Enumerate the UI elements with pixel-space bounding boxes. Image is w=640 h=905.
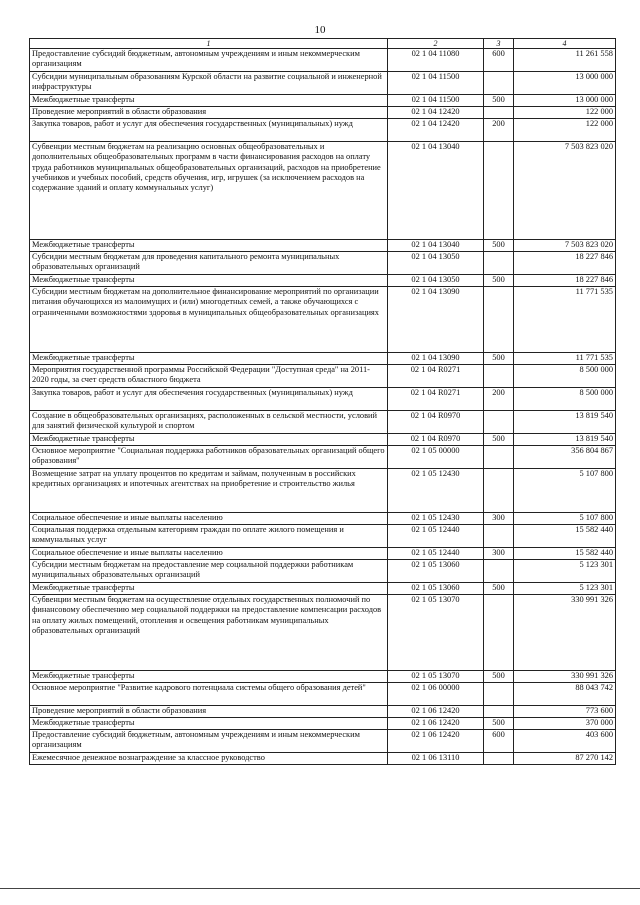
table-row (30, 388, 616, 411)
table-row (30, 525, 616, 548)
table-header-row (30, 39, 616, 49)
row-name-cell: Межбюджетные трансферты (30, 434, 388, 446)
row-name-cell: Ежемесячное денежное вознаграждение за классное руководство (30, 753, 388, 765)
row-name-cell: Закупка товаров, работ и услуг для обеспечения государственных (муниципальных) нужд (30, 388, 388, 411)
row-amount-cell: 370 000 (514, 718, 616, 730)
row-code-cell: 02 1 04 13090 (388, 353, 484, 365)
row-name-cell: Социальная поддержка отдельным категориям граждан по оплате жилого помещения и коммунальных услуг (30, 525, 388, 548)
row-code-cell: 02 1 04 11500 (388, 72, 484, 95)
row-expense-type-cell (484, 446, 514, 469)
row-amount-cell: 122 000 (514, 107, 616, 119)
row-code-cell: 02 1 04 R0271 (388, 365, 484, 388)
row-expense-type-cell (484, 72, 514, 95)
row-name-cell: Предоставление субсидий бюджетным, автономным учреждениям и иным некоммерческим организациям (30, 49, 388, 72)
row-code-cell: 02 1 04 R0271 (388, 388, 484, 411)
row-name-cell: Межбюджетные трансферты (30, 353, 388, 365)
row-code-cell: 02 1 05 13070 (388, 671, 484, 683)
row-name-cell: Основное мероприятие "Социальная поддержка работников образовательных организаций общего образования" (30, 446, 388, 469)
row-amount-cell: 11 771 535 (514, 287, 616, 353)
page-number: 10 (314, 24, 326, 36)
table-row (30, 95, 616, 107)
row-amount-cell: 13 819 540 (514, 434, 616, 446)
row-name-cell: Основное мероприятие "Развитие кадрового потенциала системы общего образования детей" (30, 683, 388, 706)
row-code-cell: 02 1 06 12420 (388, 730, 484, 753)
table-row (30, 142, 616, 240)
table-row (30, 683, 616, 706)
row-expense-type-cell: 500 (484, 240, 514, 252)
row-expense-type-cell: 200 (484, 388, 514, 411)
row-code-cell: 02 1 04 13050 (388, 275, 484, 287)
row-name-cell: Межбюджетные трансферты (30, 275, 388, 287)
row-amount-cell: 8 500 000 (514, 388, 616, 411)
row-expense-type-cell (484, 411, 514, 434)
row-amount-cell: 5 107 800 (514, 513, 616, 525)
table-row (30, 706, 616, 718)
row-expense-type-cell: 500 (484, 434, 514, 446)
header-col-code: 2 (388, 39, 484, 49)
row-name-cell: Возмещение затрат на уплату процентов по кредитам и займам, полученным в российских кредитных организациях и ипотечных агентствах на приобретение и строительство жилья (30, 469, 388, 513)
table-row (30, 560, 616, 583)
row-amount-cell: 356 804 867 (514, 446, 616, 469)
row-code-cell: 02 1 04 R0970 (388, 434, 484, 446)
row-expense-type-cell (484, 595, 514, 671)
row-expense-type-cell: 500 (484, 95, 514, 107)
row-code-cell: 02 1 04 11500 (388, 95, 484, 107)
row-expense-type-cell (484, 252, 514, 275)
row-amount-cell: 11 261 558 (514, 49, 616, 72)
row-name-cell: Закупка товаров, работ и услуг для обеспечения государственных (муниципальных) нужд (30, 119, 388, 142)
row-code-cell: 02 1 04 13090 (388, 287, 484, 353)
row-code-cell: 02 1 06 12420 (388, 718, 484, 730)
row-amount-cell: 773 600 (514, 706, 616, 718)
row-name-cell: Межбюджетные трансферты (30, 583, 388, 595)
row-name-cell: Межбюджетные трансферты (30, 95, 388, 107)
row-expense-type-cell: 500 (484, 353, 514, 365)
row-code-cell: 02 1 06 13110 (388, 753, 484, 765)
row-amount-cell: 8 500 000 (514, 365, 616, 388)
row-expense-type-cell (484, 469, 514, 513)
header-col-amount: 4 (514, 39, 616, 49)
row-expense-type-cell (484, 560, 514, 583)
row-code-cell: 02 1 04 12420 (388, 119, 484, 142)
row-name-cell: Субсидии местным бюджетам для проведения капитального ремонта муниципальных образовательных организаций (30, 252, 388, 275)
table-row (30, 583, 616, 595)
table-row (30, 240, 616, 252)
row-amount-cell: 5 107 800 (514, 469, 616, 513)
row-code-cell: 02 1 04 13040 (388, 142, 484, 240)
budget-table-wrapper (29, 38, 615, 765)
row-name-cell: Проведение мероприятий в области образования (30, 107, 388, 119)
table-row (30, 671, 616, 683)
table-row (30, 252, 616, 275)
row-amount-cell: 7 503 823 020 (514, 240, 616, 252)
table-row (30, 72, 616, 95)
table-row (30, 434, 616, 446)
row-amount-cell: 18 227 846 (514, 275, 616, 287)
row-expense-type-cell: 200 (484, 119, 514, 142)
row-expense-type-cell: 600 (484, 730, 514, 753)
row-amount-cell: 403 600 (514, 730, 616, 753)
row-expense-type-cell: 500 (484, 275, 514, 287)
row-amount-cell: 330 991 326 (514, 595, 616, 671)
row-amount-cell: 122 000 (514, 119, 616, 142)
table-row (30, 595, 616, 671)
row-name-cell: Субсидии муниципальным образованиям Курской области на развитие социальной и инженерной инфраструктуры (30, 72, 388, 95)
row-name-cell: Предоставление субсидий бюджетным, автономным учреждениям и иным некоммерческим организациям (30, 730, 388, 753)
row-expense-type-cell (484, 525, 514, 548)
row-code-cell: 02 1 04 R0970 (388, 411, 484, 434)
row-name-cell: Проведение мероприятий в области образования (30, 706, 388, 718)
table-row (30, 287, 616, 353)
row-expense-type-cell (484, 683, 514, 706)
table-row (30, 107, 616, 119)
row-name-cell: Субсидии местным бюджетам на дополнительное финансирование мероприятий по организации питания обучающихся из малоимущих и (или) многодетных семей, а также обучающихся с ограниченными возможностями здоровья в муниципальных общеобразовательных организациях (30, 287, 388, 353)
budget-table (29, 38, 616, 765)
row-code-cell: 02 1 05 12430 (388, 469, 484, 513)
row-name-cell: Мероприятия государственной программы Российской Федерации "Доступная среда" на 2011-2020 годы, за счет средств областного бюджета (30, 365, 388, 388)
row-name-cell: Субвенции местным бюджетам на реализацию основных общеобразовательных и дополнительных общеобразовательных программ в части финансирования расходов на оплату труда работников муниципальных общеобразовательных организаций, расходов на приобретение учебников и учебных пособий, средств обучения, игр, игрушек (за исключением расходов на содержание зданий и оплату коммунальных услуг) (30, 142, 388, 240)
row-amount-cell: 13 000 000 (514, 72, 616, 95)
row-expense-type-cell: 500 (484, 718, 514, 730)
row-name-cell: Межбюджетные трансферты (30, 671, 388, 683)
row-code-cell: 02 1 04 12420 (388, 107, 484, 119)
row-expense-type-cell: 500 (484, 671, 514, 683)
row-code-cell: 02 1 05 12440 (388, 548, 484, 560)
row-amount-cell: 88 043 742 (514, 683, 616, 706)
table-row (30, 469, 616, 513)
page-bottom-rule (0, 888, 640, 889)
table-row (30, 353, 616, 365)
table-body (30, 49, 616, 765)
row-expense-type-cell: 300 (484, 548, 514, 560)
row-name-cell: Социальное обеспечение и иные выплаты населению (30, 548, 388, 560)
table-row (30, 513, 616, 525)
row-code-cell: 02 1 05 13060 (388, 560, 484, 583)
row-code-cell: 02 1 05 13060 (388, 583, 484, 595)
row-amount-cell: 7 503 823 020 (514, 142, 616, 240)
row-amount-cell: 11 771 535 (514, 353, 616, 365)
row-expense-type-cell (484, 107, 514, 119)
row-code-cell: 02 1 06 12420 (388, 706, 484, 718)
row-code-cell: 02 1 04 13050 (388, 252, 484, 275)
row-name-cell: Субсидии местным бюджетам на предоставление мер социальной поддержки работникам муниципальных образовательных организаций (30, 560, 388, 583)
row-code-cell: 02 1 04 13040 (388, 240, 484, 252)
row-code-cell: 02 1 05 12440 (388, 525, 484, 548)
row-name-cell: Создание в общеобразовательных организациях, расположенных в сельской местности, условий для занятий физической культурой и спортом (30, 411, 388, 434)
table-row (30, 365, 616, 388)
row-amount-cell: 13 819 540 (514, 411, 616, 434)
row-amount-cell: 13 000 000 (514, 95, 616, 107)
row-amount-cell: 18 227 846 (514, 252, 616, 275)
header-col-name: 1 (30, 39, 388, 49)
table-row (30, 718, 616, 730)
row-amount-cell: 330 991 326 (514, 671, 616, 683)
table-row (30, 548, 616, 560)
row-amount-cell: 5 123 301 (514, 560, 616, 583)
row-amount-cell: 15 582 440 (514, 525, 616, 548)
row-amount-cell: 5 123 301 (514, 583, 616, 595)
table-row (30, 446, 616, 469)
row-name-cell: Межбюджетные трансферты (30, 240, 388, 252)
row-expense-type-cell: 600 (484, 49, 514, 72)
row-expense-type-cell (484, 706, 514, 718)
row-expense-type-cell (484, 365, 514, 388)
table-row (30, 49, 616, 72)
row-name-cell: Субвенции местным бюджетам на осуществление отдельных государственных полномочий по финансовому обеспечению мер социальной поддержки на предоставление компенсации расходов на оплату жилых помещений, отопления и освещения работникам муниципальных образовательных организаций (30, 595, 388, 671)
row-code-cell: 02 1 05 13070 (388, 595, 484, 671)
row-name-cell: Социальное обеспечение и иные выплаты населению (30, 513, 388, 525)
header-col-expense-type: 3 (484, 39, 514, 49)
row-expense-type-cell (484, 142, 514, 240)
row-expense-type-cell: 500 (484, 583, 514, 595)
row-amount-cell: 87 270 142 (514, 753, 616, 765)
table-row (30, 411, 616, 434)
table-row (30, 730, 616, 753)
row-expense-type-cell (484, 753, 514, 765)
row-code-cell: 02 1 06 00000 (388, 683, 484, 706)
row-expense-type-cell (484, 287, 514, 353)
table-row (30, 119, 616, 142)
row-code-cell: 02 1 05 00000 (388, 446, 484, 469)
table-row (30, 275, 616, 287)
table-row (30, 753, 616, 765)
row-code-cell: 02 1 05 12430 (388, 513, 484, 525)
row-name-cell: Межбюджетные трансферты (30, 718, 388, 730)
row-expense-type-cell: 300 (484, 513, 514, 525)
row-amount-cell: 15 582 440 (514, 548, 616, 560)
row-code-cell: 02 1 04 11080 (388, 49, 484, 72)
